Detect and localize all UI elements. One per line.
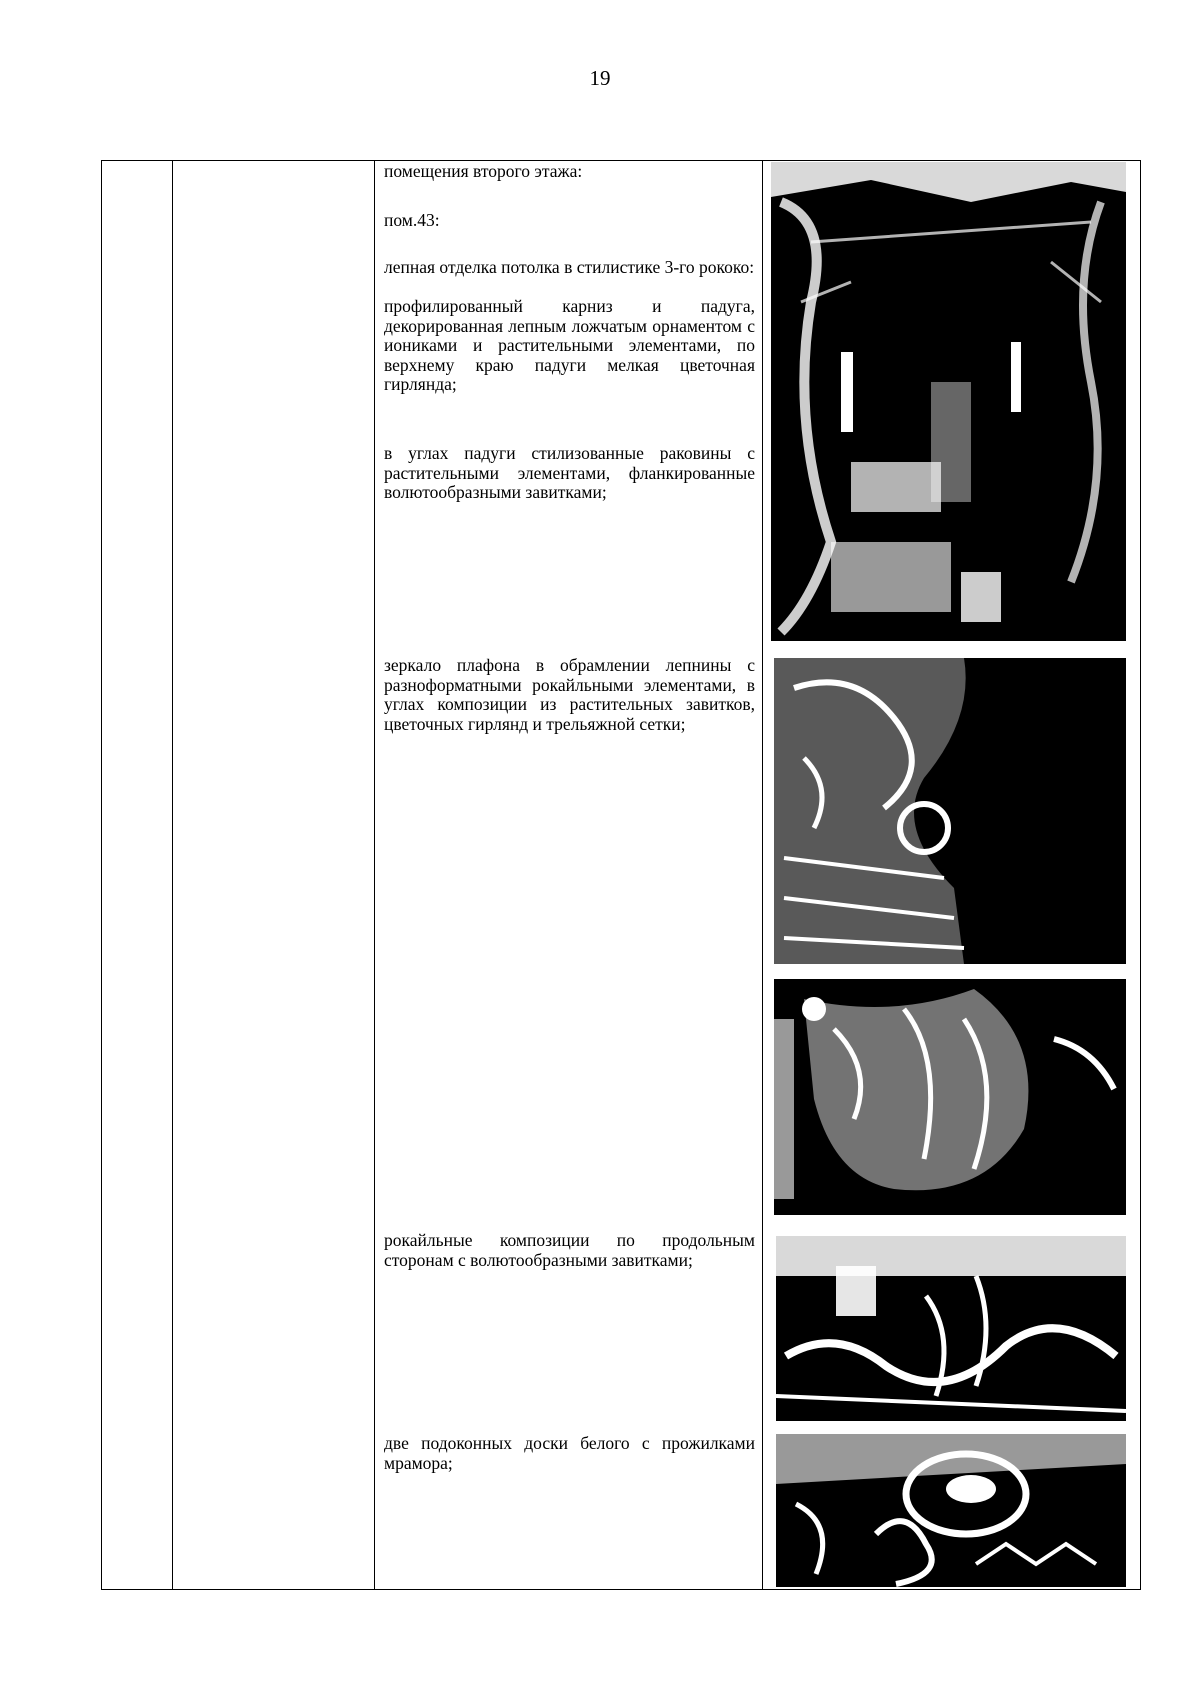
ceiling-decor-heading: лепная отделка потолка в стилистике 3-го рококо: bbox=[384, 257, 755, 277]
room-label: пом.43: bbox=[384, 210, 440, 230]
rocaille-corner-photo bbox=[774, 979, 1126, 1215]
ceiling-molding-photo bbox=[771, 162, 1126, 641]
longitudinal-rocaille-description: рокайльные композиции по продольным сторонам с волютообразными завитками; bbox=[384, 1230, 755, 1270]
column-divider-1 bbox=[172, 160, 173, 1590]
page-number: 19 bbox=[589, 66, 611, 90]
column-divider-2 bbox=[374, 160, 375, 1590]
plafond-mirror-description: зеркало плафона в обрамлении лепнины с разноформатными рокайльными элементами, в углах композиции из растительных завитков, цветочных гирлянд и трельяжной сетки; bbox=[384, 655, 755, 734]
windowsill-marble-photo bbox=[776, 1434, 1126, 1587]
longitudinal-rocaille-photo bbox=[776, 1236, 1126, 1421]
windowsill-description: две подоконных доски белого с прожилками мрамора; bbox=[384, 1433, 755, 1473]
plafond-frame-photo bbox=[774, 658, 1126, 964]
corner-shells-description: в углах падуги стилизованные раковины с растительными элементами, фланкированные волютообразными завитками; bbox=[384, 443, 755, 502]
floor-heading: помещения второго этажа: bbox=[384, 161, 583, 181]
cornice-description: профилированный карниз и падуга, декорированная лепным ложчатым орнаментом с иониками и растительными элементами, по верхнему краю падуги мелкая цветочная гирлянда; bbox=[384, 296, 755, 394]
column-divider-3 bbox=[762, 160, 763, 1590]
